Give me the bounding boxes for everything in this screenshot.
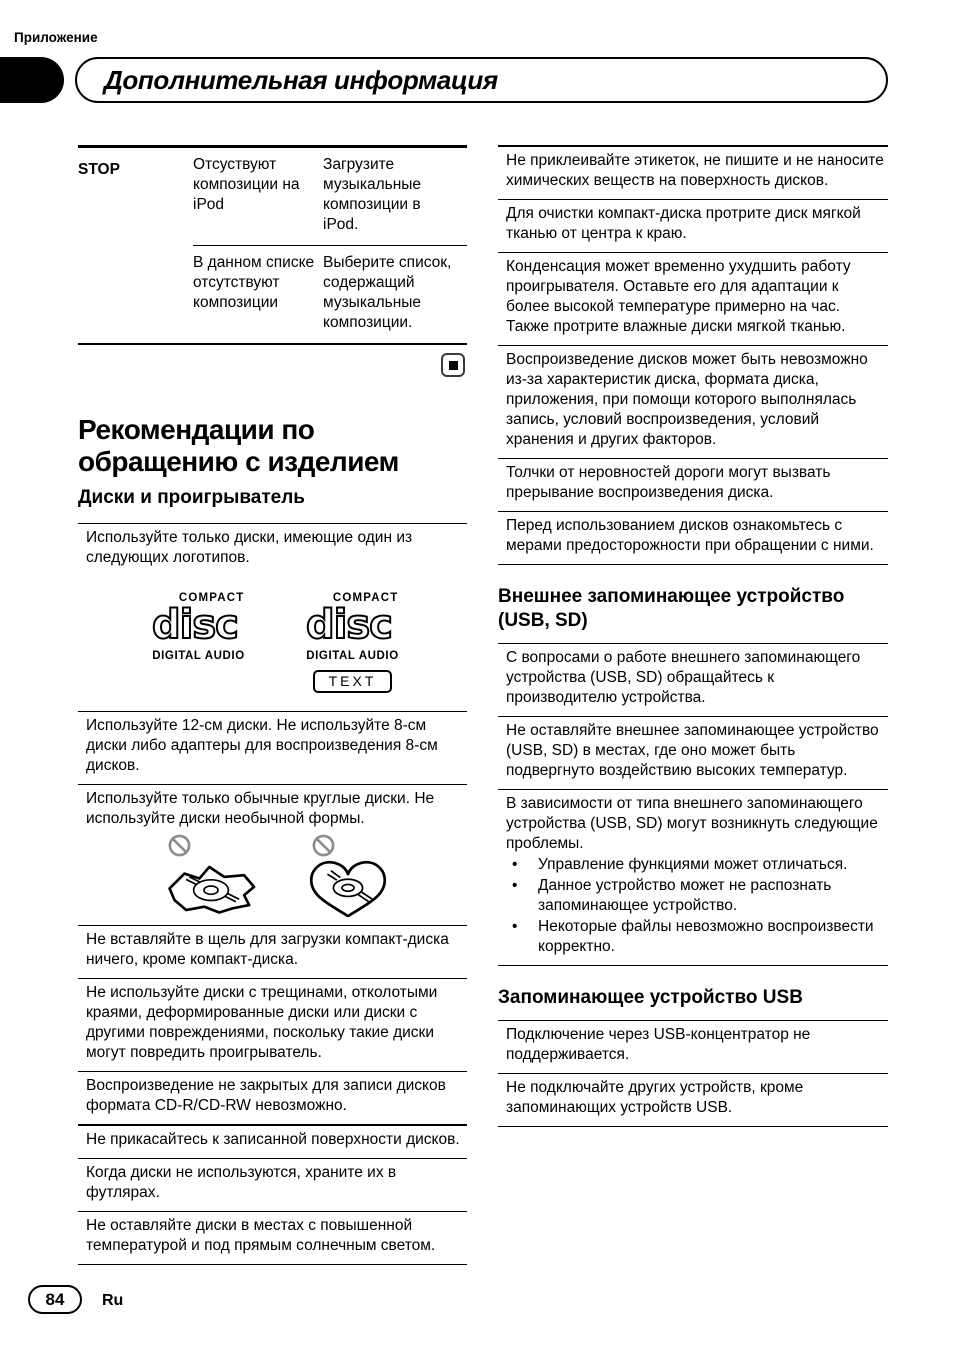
- precaution-text: Когда диски не используются, храните их в футлярах.: [86, 1164, 397, 1201]
- table-action-cell: Выберите список, содержащий музыкальные композиции.: [323, 254, 452, 331]
- prohibition-icon: [167, 833, 192, 858]
- chapter-tab: [0, 57, 64, 103]
- precaution-item: [498, 511, 888, 565]
- subsection-title-external-storage: Внешнее запоминающее устройство (USB, SD): [498, 586, 845, 631]
- precaution-item: [498, 1020, 888, 1073]
- precaution-text: Не вставляйте в щель для загрузки компакт-диска ничего, кроме компакт-диска.: [86, 931, 449, 968]
- bullet-marker: •: [512, 918, 518, 935]
- precaution-text: Используйте только диски, имеющие один из следующих логотипов.: [86, 529, 413, 566]
- precaution-item: [78, 523, 467, 711]
- cd-logo-disc-icon: [151, 605, 247, 645]
- stop-end-marker-icon: [441, 353, 465, 377]
- precaution-text: Используйте только обычные круглые диски. Не используйте диски необычной формы.: [86, 790, 435, 827]
- bullet-text: Данное устройство может не распознать запоминающее устройство.: [538, 877, 832, 914]
- svg-text:disc: disc: [151, 605, 238, 645]
- precaution-item: [498, 1073, 888, 1127]
- table-message-cell: STOP: [78, 161, 120, 178]
- usb-list: [498, 1020, 888, 1127]
- svg-text:disc: disc: [305, 605, 392, 645]
- precaution-item: [498, 458, 888, 511]
- ipod-troubleshooting-table: [78, 145, 467, 345]
- precaution-text: Толчки от неровностей дороги могут вызвать прерывание воспроизведения диска.: [506, 464, 831, 501]
- page-number: 84: [45, 1289, 65, 1309]
- precaution-item: [498, 643, 888, 716]
- precaution-item: [78, 711, 467, 784]
- precaution-item: [78, 1211, 467, 1265]
- bullet-text: Управление функциями может отличаться.: [538, 856, 848, 873]
- table-cause-cell: Отсуствуют композиции на iPod: [193, 148, 323, 246]
- heart-disc-illustration: [303, 857, 393, 917]
- precaution-text: Не оставляйте внешнее запоминающее устройство (USB, SD) в местах, где оно может быть подвергнуто воздействию высоких температур.: [506, 722, 879, 779]
- precaution-text: Перед использованием дисков ознакомьтесь с мерами предосторожности при обращении с ними.: [506, 517, 874, 554]
- precaution-item: [78, 925, 467, 978]
- precaution-item: [498, 345, 888, 458]
- left-column: [78, 145, 467, 1265]
- precaution-text: В зависимости от типа внешнего запоминающего устройства (USB, SD) могут возникнуть следующие проблемы.: [506, 795, 878, 852]
- cd-logo-digital-audio-text: DIGITAL AUDIO: [152, 650, 245, 662]
- table-action-cell: Загрузите музыкальные композиции в iPod.: [323, 148, 467, 246]
- precaution-item-with-bullets: [498, 789, 888, 966]
- bullet-text: Некоторые файлы невозможно воспроизвести корректно.: [538, 918, 874, 955]
- bullet-marker: •: [512, 856, 518, 873]
- cd-logo-disc-icon: [305, 605, 401, 645]
- cd-logo-text-badge: TEXT: [313, 670, 393, 693]
- section-title-handling: Рекомендации по обращению с изделием: [78, 414, 399, 477]
- bullet-item: [506, 917, 886, 957]
- cd-logos-row: [86, 588, 465, 693]
- precaution-item: [78, 1124, 467, 1158]
- cd-text-logo: [305, 588, 401, 693]
- prohibited-heart-disc-figure: [303, 833, 393, 917]
- odd-disc-figures: [86, 833, 465, 917]
- table-cause-cell: В данном списке отсутствуют композиции: [193, 254, 315, 311]
- precaution-text: Подключение через USB-концентратор не поддерживается.: [506, 1026, 811, 1063]
- precaution-text: Воспроизведение не закрытых для записи дисков формата CD-R/CD-RW невозможно.: [86, 1077, 446, 1114]
- precaution-text: Воспроизведение дисков может быть невозможно из-за характеристик диска, формата диска, приложения, при помощи которого выполнялась запись, условий воспроизведения, условий хранения и других факторов.: [506, 351, 868, 448]
- prohibited-jagged-disc-figure: [159, 833, 263, 917]
- bullet-item: [506, 876, 886, 916]
- page-number-badge: [28, 1285, 82, 1314]
- language-label: Ru: [102, 1292, 124, 1309]
- precaution-item: [498, 252, 888, 345]
- precaution-list-right: [498, 145, 888, 565]
- bullet-item: [506, 855, 886, 875]
- subsection-title-usb: Запоминающее устройство USB: [498, 987, 803, 1008]
- precaution-text: Для очистки компакт-диска протрите диск мягкой тканью от центра к краю.: [506, 205, 861, 242]
- precaution-text: Конденсация может временно ухудшить работу проигрывателя. Оставьте его для адаптации к более высокой температуре примерно на час. Также протрите влажные диски мягкой тканью.: [506, 258, 851, 335]
- precaution-text: Не приклеивайте этикеток, не пишите и не наносите химических веществ на поверхность дисков.: [506, 152, 884, 189]
- precaution-text: Не прикасайтесь к записанной поверхности дисков.: [86, 1131, 460, 1148]
- prohibition-icon: [311, 833, 336, 858]
- external-storage-list: [498, 643, 888, 966]
- cd-digital-audio-logo: [151, 588, 247, 693]
- page-title: [75, 57, 888, 103]
- precaution-text: Не оставляйте диски в местах с повышенной температурой и под прямым солнечным светом.: [86, 1217, 436, 1254]
- precaution-item: [498, 199, 888, 252]
- precaution-list-left: [78, 523, 467, 1265]
- page-title-text: Дополнительная информация: [104, 64, 498, 95]
- precaution-item: [498, 145, 888, 199]
- precaution-item: [78, 784, 467, 925]
- precaution-item: [78, 978, 467, 1071]
- bullet-marker: •: [512, 877, 518, 894]
- cd-logo-digital-audio-text: DIGITAL AUDIO: [306, 650, 399, 662]
- appendix-label: Приложение: [14, 30, 98, 45]
- right-column: [498, 145, 888, 1127]
- precaution-text: Не используйте диски с трещинами, отколотыми краями, деформированные диски или диски с другими повреждениями, поскольку такие диски могут повредить проигрыватель.: [86, 984, 438, 1061]
- precaution-item: [78, 1158, 467, 1211]
- precaution-text: Не подключайте других устройств, кроме запоминающих устройств USB.: [506, 1079, 804, 1116]
- stop-square: [449, 361, 458, 370]
- end-of-section-row: [78, 353, 465, 377]
- precaution-item: [78, 1071, 467, 1124]
- precaution-item: [498, 716, 888, 789]
- precaution-text: Используйте 12-см диски. Не используйте 8-см диски либо адаптеры для воспроизведения 8-см дисков.: [86, 717, 438, 774]
- cd-logo-compact-text: COMPACT: [332, 592, 399, 604]
- jagged-disc-illustration: [159, 857, 263, 915]
- precaution-text: С вопросами о работе внешнего запоминающего устройства (USB, SD) обращайтесь к производителю устройства.: [506, 649, 861, 706]
- subsection-title-discs: Диски и проигрыватель: [78, 487, 305, 508]
- cd-logo-compact-text: COMPACT: [178, 592, 245, 604]
